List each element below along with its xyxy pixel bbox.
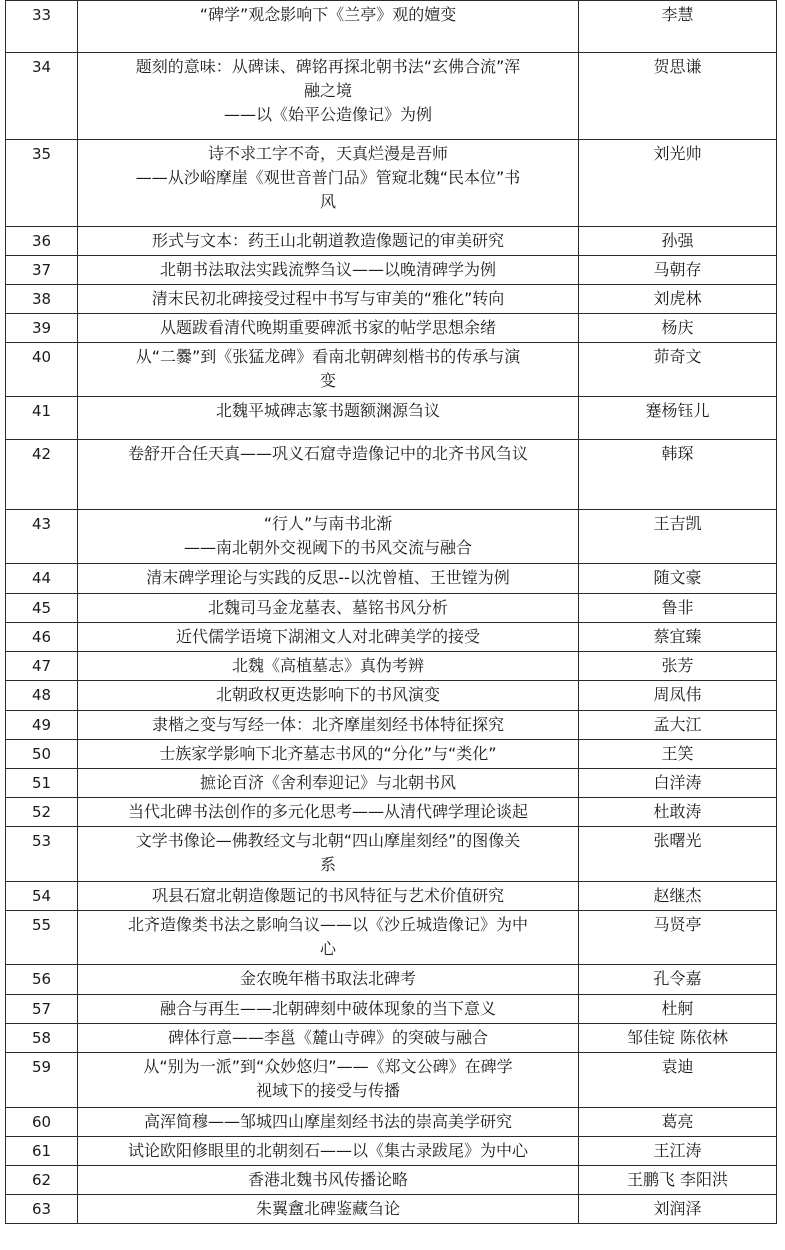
- paper-title: [78, 314, 579, 343]
- paper-author: 周凤伟: [579, 681, 777, 711]
- paper-title: [78, 882, 579, 911]
- paper-title: [78, 594, 579, 623]
- paper-author: 杜敢涛: [579, 798, 777, 827]
- row-number: 49: [6, 711, 78, 740]
- paper-title: [78, 397, 579, 440]
- table-row: [6, 882, 777, 911]
- row-number: 51: [6, 769, 78, 798]
- table-row: [6, 1137, 777, 1166]
- paper-title-line: 系: [319, 855, 336, 874]
- paper-author: 茆奇文: [579, 343, 777, 397]
- paper-title: [78, 343, 579, 397]
- table-row: [6, 1, 777, 53]
- paper-title: [78, 711, 579, 740]
- paper-author: 贺思谦: [579, 53, 777, 140]
- paper-author: 白洋涛: [579, 769, 777, 798]
- paper-author: 蔡宜臻: [579, 623, 777, 652]
- row-number: 61: [6, 1137, 78, 1166]
- paper-title-line: 金农晚年楷书取法北碑考: [239, 969, 416, 988]
- paper-title: [78, 965, 579, 995]
- row-number: 55: [6, 911, 78, 965]
- table-row: [6, 1108, 777, 1137]
- paper-title-line: 北魏《高植墓志》真伪考辨: [231, 656, 424, 675]
- row-number: 62: [6, 1166, 78, 1195]
- paper-title-line: “碑学”观念影响下《兰亭》观的嬗变: [199, 5, 457, 24]
- paper-title-line: 清末碑学理论与实践的反思--以沈曾植、王世镗为例: [146, 568, 510, 587]
- paper-author: 鲁非: [579, 594, 777, 623]
- row-number: 38: [6, 285, 78, 314]
- row-number: 52: [6, 798, 78, 827]
- paper-title: [78, 227, 579, 256]
- row-number: 41: [6, 397, 78, 440]
- paper-title-line: 北朝政权更迭影响下的书风演变: [215, 685, 440, 704]
- paper-title-line: 碑体行意——李邕《麓山寺碑》的突破与融合: [167, 1028, 488, 1047]
- paper-title-line: 当代北碑书法创作的多元化思考——从清代碑学理论谈起: [127, 802, 528, 821]
- paper-author: 李慧: [579, 1, 777, 53]
- row-number: 44: [6, 564, 78, 594]
- paper-title-line: 巩县石窟北朝造像题记的书风特征与艺术价值研究: [151, 886, 504, 905]
- paper-title: [78, 285, 579, 314]
- paper-title: [78, 440, 579, 510]
- paper-title: [78, 995, 579, 1024]
- table-row: [6, 440, 777, 510]
- paper-title-line: 隶楷之变与写经一体：北齐摩崖刻经书体特征探究: [151, 715, 504, 734]
- paper-title: [78, 1108, 579, 1137]
- paper-author: 王笑: [579, 740, 777, 769]
- paper-title-line: 香港北魏书风传播论略: [247, 1170, 408, 1189]
- table-row: [6, 652, 777, 681]
- paper-title-line: 卷舒开合任天真——巩义石窟寺造像记中的北齐书风刍议: [127, 444, 528, 463]
- paper-title-line: 从题跋看清代晚期重要碑派书家的帖学思想余绪: [159, 318, 496, 337]
- paper-title-line: 士族家学影响下北齐墓志书风的“分化”与“类化”: [159, 744, 497, 763]
- paper-author: 杨庆: [579, 314, 777, 343]
- paper-title: [78, 1, 579, 53]
- paper-author: 孙强: [579, 227, 777, 256]
- row-number: 40: [6, 343, 78, 397]
- paper-author: 随文豪: [579, 564, 777, 594]
- paper-title: [78, 623, 579, 652]
- table-row: [6, 623, 777, 652]
- paper-title: [78, 1137, 579, 1166]
- paper-title-line: 北齐造像类书法之影响刍议——以《沙丘城造像记》为中: [127, 915, 528, 934]
- paper-title: [78, 53, 579, 140]
- table-row: [6, 711, 777, 740]
- paper-title-line: 高浑简穆——邹城四山摩崖刻经书法的崇高美学研究: [143, 1112, 512, 1131]
- paper-title-line: 从“二爨”到《张猛龙碑》看南北朝碑刻楷书的传承与演: [135, 347, 521, 366]
- table-row: [6, 911, 777, 965]
- paper-title: [78, 140, 579, 227]
- paper-title: [78, 510, 579, 564]
- paper-author: 杜舸: [579, 995, 777, 1024]
- table-row: [6, 740, 777, 769]
- row-number: 43: [6, 510, 78, 564]
- paper-author: 邹佳锭 陈依林: [579, 1024, 777, 1053]
- row-number: 35: [6, 140, 78, 227]
- row-number: 54: [6, 882, 78, 911]
- paper-title-line: 文学书像论—佛教经文与北朝“四山摩崖刻经”的图像关: [135, 831, 521, 850]
- paper-title-line: 心: [319, 939, 336, 958]
- row-number: 37: [6, 256, 78, 285]
- row-number: 42: [6, 440, 78, 510]
- row-number: 56: [6, 965, 78, 995]
- row-number: 36: [6, 227, 78, 256]
- paper-title-line: 北朝书法取法实践流弊刍议——以晚清碑学为例: [159, 260, 496, 279]
- paper-title: [78, 740, 579, 769]
- paper-author: 王吉凯: [579, 510, 777, 564]
- paper-title-line: ——南北朝外交视阈下的书风交流与融合: [183, 538, 472, 557]
- table-row: [6, 965, 777, 995]
- paper-title: [78, 256, 579, 285]
- paper-title: [78, 1053, 579, 1108]
- paper-title-line: 北魏司马金龙墓表、墓铭书风分析: [207, 598, 448, 617]
- table-row: [6, 594, 777, 623]
- row-number: 33: [6, 1, 78, 53]
- paper-author: 刘虎林: [579, 285, 777, 314]
- paper-title-line: 形式与文本：药王山北朝道教造像题记的审美研究: [151, 231, 504, 250]
- paper-title: [78, 652, 579, 681]
- paper-author: 蹇杨钰儿: [579, 397, 777, 440]
- paper-title: [78, 827, 579, 882]
- table-row: [6, 343, 777, 397]
- paper-title-line: 从“别为一派”到“众妙悠归”——《郑文公碑》在碑学: [143, 1057, 513, 1076]
- paper-title-line: 摭论百济《舍利奉迎记》与北朝书风: [199, 773, 456, 792]
- paper-title-line: 视域下的接受与传播: [255, 1081, 400, 1100]
- paper-title: [78, 1195, 579, 1224]
- paper-title: [78, 1166, 579, 1195]
- table-row: [6, 1053, 777, 1108]
- table-row: [6, 256, 777, 285]
- paper-title-line: 题刻的意味：从碑诔、碑铭再探北朝书法“玄佛合流”浑: [135, 57, 521, 76]
- papers-table: [5, 0, 777, 1224]
- paper-author: 孔令嘉: [579, 965, 777, 995]
- paper-title-line: 朱翼盦北碑鉴藏刍论: [255, 1199, 400, 1218]
- paper-title-line: 试论欧阳修眼里的北朝刻石——以《集古录跋尾》为中心: [127, 1141, 528, 1160]
- table-row: [6, 314, 777, 343]
- paper-author: 袁迪: [579, 1053, 777, 1108]
- paper-title-line: “行人”与南书北渐: [263, 514, 393, 533]
- paper-title: [78, 911, 579, 965]
- row-number: 46: [6, 623, 78, 652]
- table-row: [6, 1166, 777, 1195]
- table-row: [6, 227, 777, 256]
- paper-title-line: 北魏平城碑志篆书题额渊源刍议: [215, 401, 440, 420]
- paper-title-line: 诗不求工字不奇，天真烂漫是吾师: [207, 144, 448, 163]
- table-row: [6, 681, 777, 711]
- paper-author: 刘润泽: [579, 1195, 777, 1224]
- row-number: 47: [6, 652, 78, 681]
- table-row: [6, 397, 777, 440]
- papers-table-body: [6, 1, 777, 1224]
- row-number: 34: [6, 53, 78, 140]
- paper-title-line: 变: [319, 371, 336, 390]
- table-row: [6, 140, 777, 227]
- paper-title-line: 清末民初北碑接受过程中书写与审美的“雅化”转向: [151, 289, 505, 308]
- row-number: 48: [6, 681, 78, 711]
- table-row: [6, 285, 777, 314]
- paper-title: [78, 564, 579, 594]
- paper-title-line: ——从沙峪摩崖《观世音普门品》管窥北魏“民本位”书: [135, 168, 521, 187]
- paper-title-line: ——以《始平公造像记》为例: [223, 105, 432, 124]
- table-row: [6, 510, 777, 564]
- paper-author: 马朝存: [579, 256, 777, 285]
- row-number: 53: [6, 827, 78, 882]
- paper-author: 葛亮: [579, 1108, 777, 1137]
- paper-author: 孟大江: [579, 711, 777, 740]
- row-number: 39: [6, 314, 78, 343]
- row-number: 59: [6, 1053, 78, 1108]
- table-row: [6, 769, 777, 798]
- paper-title-line: 融之境: [303, 81, 352, 100]
- paper-author: 王江涛: [579, 1137, 777, 1166]
- paper-author: 王鹏飞 李阳洪: [579, 1166, 777, 1195]
- row-number: 57: [6, 995, 78, 1024]
- paper-title: [78, 1024, 579, 1053]
- paper-author: 张芳: [579, 652, 777, 681]
- row-number: 60: [6, 1108, 78, 1137]
- row-number: 50: [6, 740, 78, 769]
- paper-author: 韩琛: [579, 440, 777, 510]
- table-row: [6, 798, 777, 827]
- table-row: [6, 827, 777, 882]
- paper-title-line: 融合与再生——北朝碑刻中破体现象的当下意义: [159, 999, 496, 1018]
- paper-title-line: 风: [319, 192, 336, 211]
- table-row: [6, 53, 777, 140]
- paper-author: 赵继杰: [579, 882, 777, 911]
- paper-title-line: 近代儒学语境下湖湘文人对北碑美学的接受: [175, 627, 480, 646]
- paper-title: [78, 681, 579, 711]
- row-number: 63: [6, 1195, 78, 1224]
- table-row: [6, 564, 777, 594]
- paper-title: [78, 769, 579, 798]
- table-row: [6, 995, 777, 1024]
- paper-title: [78, 798, 579, 827]
- paper-author: 马贤亭: [579, 911, 777, 965]
- row-number: 45: [6, 594, 78, 623]
- table-row: [6, 1195, 777, 1224]
- table-row: [6, 1024, 777, 1053]
- paper-author: 张曙光: [579, 827, 777, 882]
- paper-author: 刘光帅: [579, 140, 777, 227]
- row-number: 58: [6, 1024, 78, 1053]
